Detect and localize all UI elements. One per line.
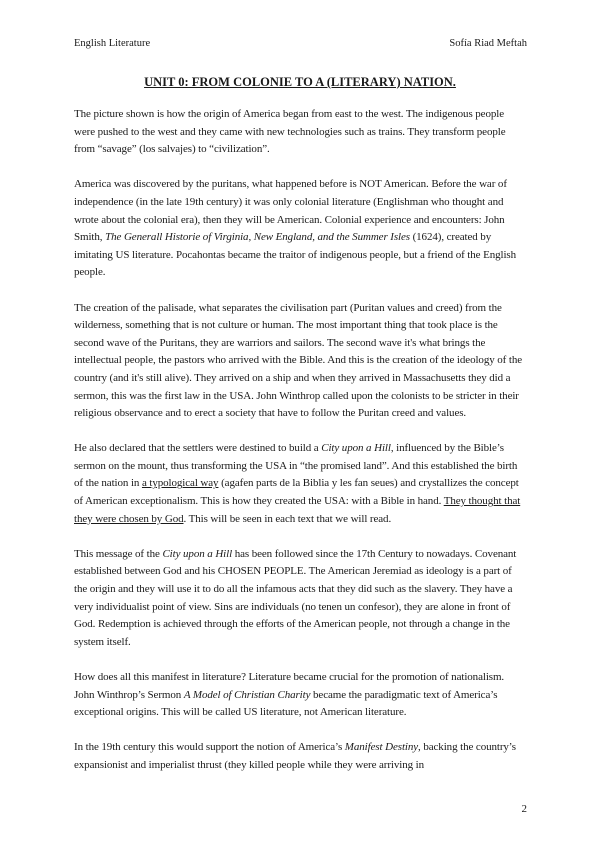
page-number: 2: [521, 803, 527, 815]
paragraph-7-text: In the 19th century this would support the notion of America’s: [74, 741, 345, 754]
paragraph-5: [74, 546, 526, 652]
paragraph-4-text-mid2: (agafen parts de la Biblia y les fan seues) and crystallizes the concept of American exceptionalism. This is how they created the USA: with a Bible in hand.: [74, 477, 519, 508]
paragraph-5-text: This message of the: [74, 547, 163, 560]
paragraph-7-text-end: , backing the country’s expansionist and imperialist thrust (they killed people while they were arriving in: [74, 741, 516, 771]
phrase-manifest-destiny: Manifest Destiny: [344, 741, 419, 754]
paragraph-4-text-end: . This will be seen in each text that we will read.: [183, 512, 392, 525]
paragraph-1: The picture shown is how the origin of America began from east to the west. The indigenous people were pushed to the west and they came with new technologies such as trains. They transform people from “savage” (los salvajes) to “civilization”.: [74, 108, 506, 156]
document-body: [74, 106, 526, 792]
header-author: Sofía Riad Meftah: [449, 38, 527, 49]
sermon-title: A Model of Christian Charity: [183, 688, 311, 701]
paragraph-4-text: He also declared that the settlers were destined to build a: [74, 442, 322, 455]
paragraph-4-text-mid: , influenced by the Bible’s sermon on the mount, thus transforming the USA in “the promised land”. And this established the birth of the nation in: [74, 442, 518, 490]
paragraph-2-text-end: (1624), created by imitating US literature. Pocahontas became the traitor of indigenous people, but a friend of the English people.: [74, 231, 517, 279]
header-course: English Literature: [74, 38, 151, 49]
paragraph-6-text: How does all this manifest in literature? Literature became crucial for the promotion of nationalism. John Winthrop’s Sermon: [74, 671, 505, 701]
paragraph-4: [74, 440, 526, 528]
unit-title: UNIT 0: FROM COLONIE TO A (LITERARY) NATION.: [144, 75, 456, 89]
phrase-city-upon-a-hill-2: City upon a Hill: [162, 547, 233, 560]
paragraph-5-text-end: has been followed since the 17th Century to nowadays. Covenant established between God and his CHOSEN PEOPLE. The American Jeremiad as ideology is a part of the origin and they will use it to do all the infamous acts that they did such as the slavery. They have a very individualist point of view. Sins are individuals (no tenen un confesor), they are alone in front of God. Redemption is achieved through the efforts of the American people, not through a change in the system itself.: [74, 547, 517, 648]
paragraph-6-text-end: became the paradigmatic text of America’s exceptional origins. This will be called US literature, not American literature.: [74, 688, 498, 719]
phrase-city-upon-a-hill: City upon a Hill: [321, 442, 391, 455]
underlined-chosen-by-god: They thought that they were chosen by God: [74, 495, 521, 525]
paragraph-3: The creation of the palisade, what separates the civilisation part (Puritan values and creed) from the wilderness, something that is not culture or human. The most important thing that took place is the second wave of the Puritans, they are warriors and sailors. The second wave it's what brings the intellectual people, the pastors who arrived with the Bible. And this is the creation of the ideology of the country (and it's still alive). They arrived on a ship and when they arrived in Massachusetts they did a sermon, this was the first law in the USA. John Winthrop called upon the colonists to be stricter in their religious observance and to erect a society that have to follow the Puritan creed and values.: [74, 301, 523, 420]
paragraph-6: [74, 669, 526, 722]
paragraph-2: [74, 176, 526, 282]
paragraph-7: [74, 739, 526, 774]
paragraph-2-text: America was discovered by the puritans, what happened before is NOT American. Before the war of independence (in the late 19th century) it was only colonial literature (Englishman who thought and wrote about the colonial era), then they will be American. Colonial experience and encounters: John Smith,: [74, 178, 507, 244]
underlined-typological-way: a typological way: [141, 477, 219, 490]
book-title-generall-historie: The Generall Historie of Virginia, New England, and the Summer Isles: [105, 231, 410, 244]
